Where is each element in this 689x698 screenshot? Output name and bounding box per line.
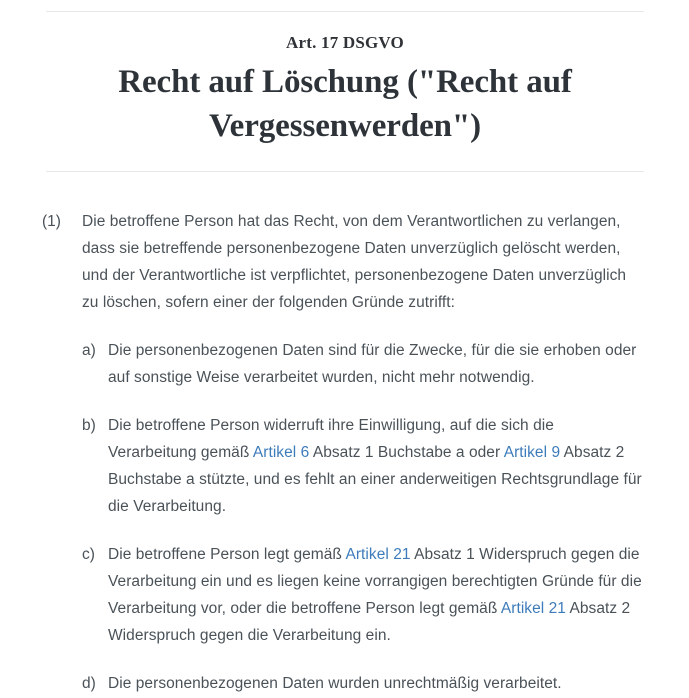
paragraph-1-text: Die betroffene Person hat das Recht, von dem Verantwortlichen zu verlangen, dass sie betreffende personenbezogene Daten unverzüglich gelöscht werden, und der Verantwortliche ist verpflichtet, personenbezogene Daten unverzüglich zu löschen, sofern einer der folgenden Gründe zutrifft:	[82, 213, 627, 312]
list-item-text-segment: Die personenbezogenen Daten sind für die Zwecke, für die sie erhoben oder auf sonstige Weise verarbeitet wurden, nicht mehr notwendig.	[108, 342, 637, 387]
paragraph-1	[42, 208, 645, 316]
list-item-marker: a)	[82, 342, 96, 360]
article-reference-link[interactable]: Artikel 21	[500, 600, 566, 618]
list-item	[82, 337, 645, 391]
article-reference-link[interactable]: Artikel 9	[503, 444, 561, 462]
article-subtitle: Art. 17 DSGVO	[286, 33, 404, 52]
list-item	[82, 541, 645, 649]
list-item-text	[108, 541, 645, 649]
list-item	[82, 670, 645, 697]
paragraph-1-marker: (1)	[42, 213, 61, 231]
page-title: Recht auf Löschung ("Recht auf Vergessenwerden")	[118, 64, 572, 144]
list-item-text-segment: Absatz 1 Buchstabe a oder	[309, 444, 504, 462]
list-item-marker: b)	[82, 417, 96, 435]
list-item-text-segment: Absatz 1 Widerspruch gegen die Verarbeitung ein und es liegen keine vorrangigen berechtigten Gründe für die Verarbeitung vor, oder die betroffene Person legt gemäß	[108, 546, 642, 618]
list-item-marker: c)	[82, 546, 95, 564]
article-body	[0, 172, 689, 697]
list-item-text	[108, 337, 645, 391]
article-page	[0, 11, 689, 698]
list-item-text-segment: Absatz 2 Buchstabe a stützte, und es fehlt an einer anderweitigen Rechtsgrundlage für die Verarbeitung.	[108, 444, 642, 516]
article-header	[46, 11, 644, 172]
list-item-text	[108, 412, 645, 520]
list-item-text-segment: Die betroffene Person legt gemäß	[108, 546, 346, 564]
list-item-text	[108, 670, 645, 697]
article-reference-link[interactable]: Artikel 21	[345, 546, 411, 564]
list-item-marker: d)	[82, 675, 96, 693]
list-item-text-segment: Absatz 2 Widerspruch gegen die Verarbeitung ein.	[108, 600, 631, 645]
list-item-text-segment: Die betroffene Person widerruft ihre Einwilligung, auf die sich die Verarbeitung gemäß	[108, 417, 554, 462]
subitem-list	[42, 337, 645, 697]
article-reference-link[interactable]: Artikel 6	[252, 444, 310, 462]
list-item-text-segment: Die personenbezogenen Daten wurden unrechtmäßig verarbeitet.	[108, 675, 562, 693]
list-item	[82, 412, 645, 520]
